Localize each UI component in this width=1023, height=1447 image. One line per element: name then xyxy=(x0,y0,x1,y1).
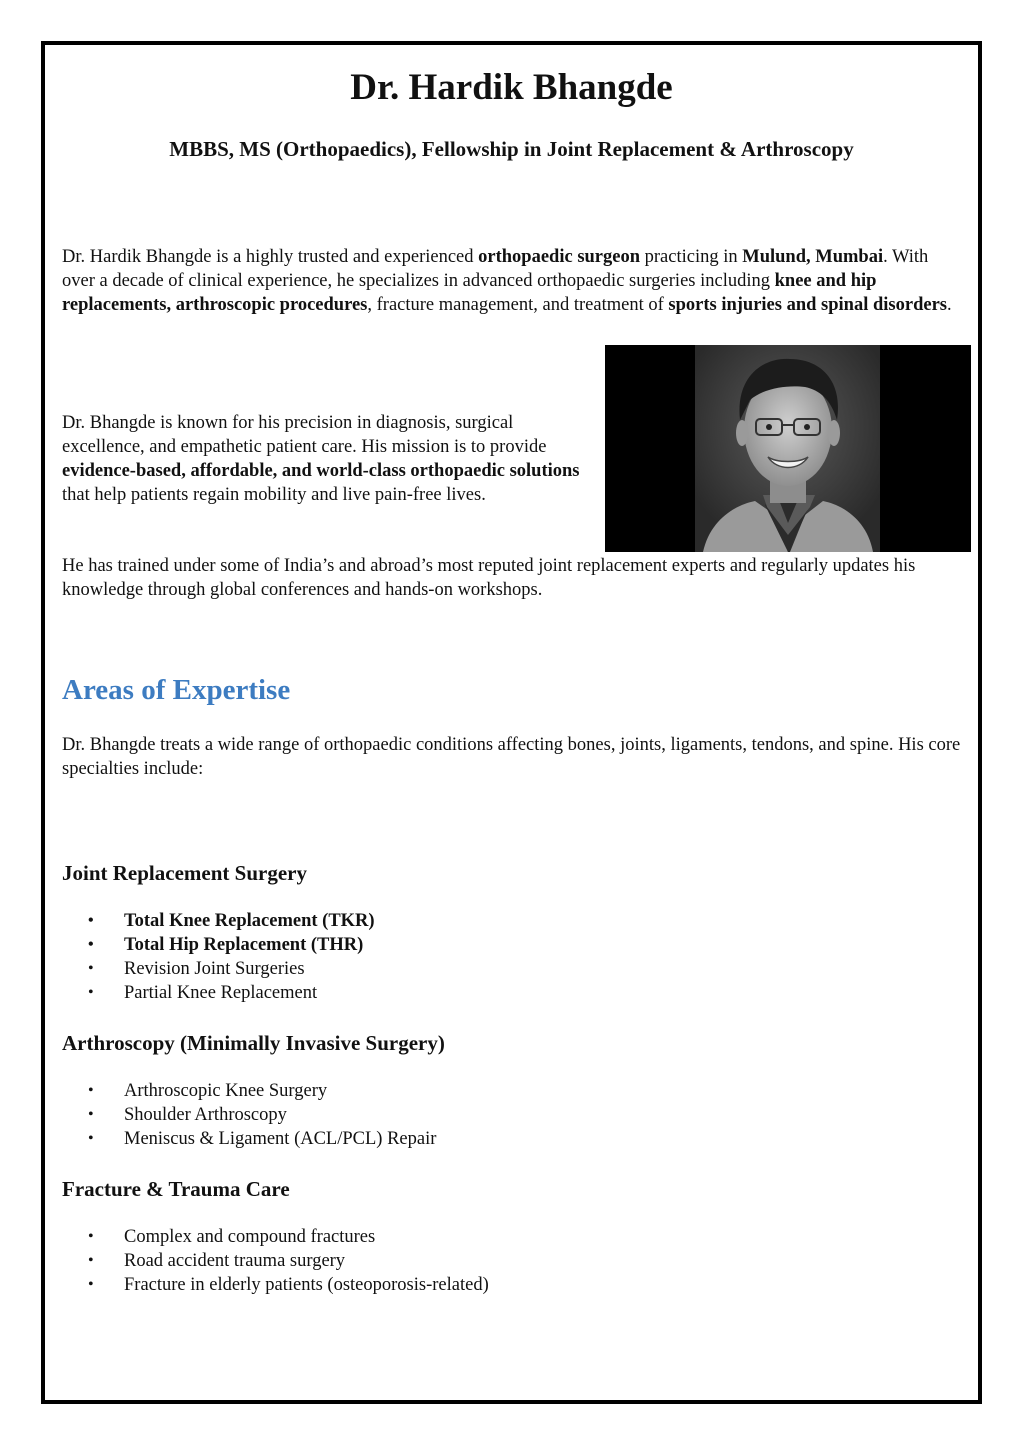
list-item: • Total Knee Replacement (TKR) xyxy=(88,909,375,933)
list-item: • Revision Joint Surgeries xyxy=(88,957,375,981)
section-title-fracture-trauma: Fracture & Trauma Care xyxy=(62,1177,290,1201)
list-item: • Meniscus & Ligament (ACL/PCL) Repair xyxy=(88,1127,436,1151)
intro-paragraph-3: He has trained under some of India’s and abroad’s most reputed joint replacement experts and regularly updates his knowledge through global conferences and hands-on workshops. xyxy=(62,556,916,600)
section-title-joint-replacement: Joint Replacement Surgery xyxy=(62,861,307,885)
intro-paragraph-2: Dr. Bhangde is known for his precision in diagnosis, surgical excellence, and empathetic patient care. His mission is to provide evidence-based, affordable, and world-class orthopaedic solutions that help patients regain mobility and live pain-free lives. xyxy=(62,413,580,505)
joint-replacement-list xyxy=(88,909,375,1005)
intro-paragraph-1: Dr. Hardik Bhangde is a highly trusted and experienced orthopaedic surgeon practicing in Mulund, Mumbai. With over a decade of clinical experience, he specializes in advanced orthopaedic surgeries including knee and hip replacements, arthroscopic procedures, fracture management, and treatment of sports injuries and spinal disorders. xyxy=(62,247,952,315)
list-item: • Road accident trauma surgery xyxy=(88,1249,489,1273)
expertise-heading: Areas of Expertise xyxy=(62,674,291,706)
list-item: • Partial Knee Replacement xyxy=(88,981,375,1005)
fracture-trauma-list xyxy=(88,1225,489,1297)
list-item: • Fracture in elderly patients (osteoporosis-related) xyxy=(88,1273,489,1297)
doctor-name: Dr. Hardik Bhangde xyxy=(350,67,673,108)
arthroscopy-list xyxy=(88,1079,436,1151)
qualifications: MBBS, MS (Orthopaedics), Fellowship in Joint Replacement & Arthroscopy xyxy=(169,137,854,161)
list-item: • Shoulder Arthroscopy xyxy=(88,1103,436,1127)
doctor-photo xyxy=(605,345,971,552)
expertise-intro: Dr. Bhangde treats a wide range of orthopaedic conditions affecting bones, joints, ligaments, tendons, and spine. His core specialties include: xyxy=(62,735,961,779)
list-item: • Total Hip Replacement (THR) xyxy=(88,933,375,957)
list-item: • Arthroscopic Knee Surgery xyxy=(88,1079,436,1103)
section-title-arthroscopy: Arthroscopy (Minimally Invasive Surgery) xyxy=(62,1031,445,1055)
list-item: • Complex and compound fractures xyxy=(88,1225,489,1249)
